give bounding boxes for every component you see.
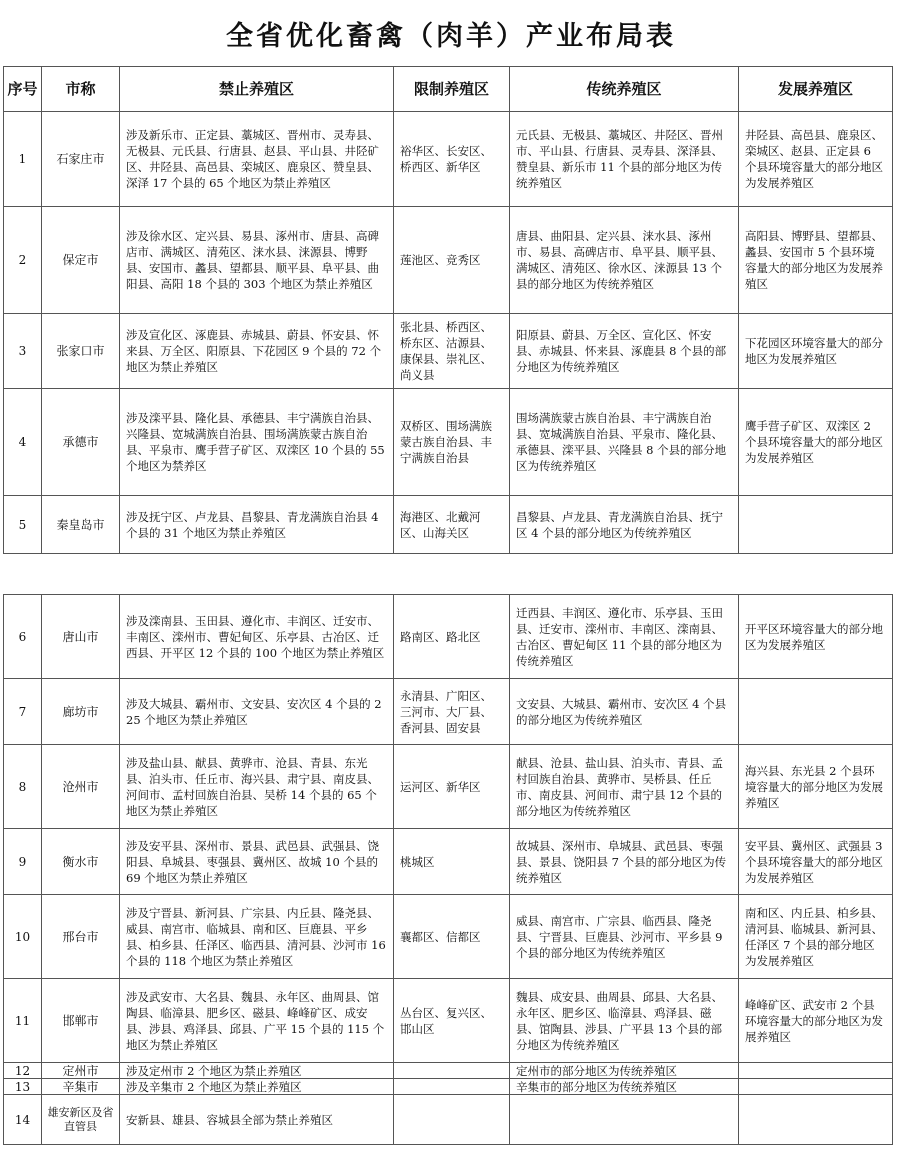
header-banned: 禁止养殖区 — [120, 67, 394, 112]
row-banned: 涉及盐山县、献县、黄骅市、沧县、青县、东光县、泊头市、任丘市、海兴县、肃宁县、南皮县、河间市、孟村回族自治县、吴桥 14 个县的 65 个地区为禁止养殖区 — [120, 745, 394, 829]
row-restricted — [394, 1063, 510, 1079]
row-no: 8 — [4, 745, 42, 829]
row-city: 秦皇岛市 — [42, 496, 120, 554]
row-city: 衡水市 — [42, 829, 120, 895]
table-row — [4, 1079, 893, 1095]
row-development: 高阳县、博野县、望都县、蠡县、安国市 5 个县环境容量大的部分地区为发展养殖区 — [739, 207, 893, 314]
row-traditional: 昌黎县、卢龙县、青龙满族自治县、抚宁区 4 个县的部分地区为传统养殖区 — [510, 496, 739, 554]
row-no: 13 — [4, 1079, 42, 1095]
table-row — [4, 979, 893, 1063]
header-development: 发展养殖区 — [739, 67, 893, 112]
row-banned: 安新县、雄县、容城县全部为禁止养殖区 — [120, 1095, 394, 1145]
table-row — [4, 895, 893, 979]
row-restricted: 张北县、桥西区、桥东区、沽源县、康保县、崇礼区、尚义县 — [394, 314, 510, 389]
row-development: 下花园区环境容量大的部分地区为发展养殖区 — [739, 314, 893, 389]
row-development — [739, 1079, 893, 1095]
table-row — [4, 112, 893, 207]
row-development — [739, 496, 893, 554]
table-row — [4, 829, 893, 895]
row-traditional: 故城县、深州市、阜城县、武邑县、枣强县、景县、饶阳县 7 个县的部分地区为传统养殖区 — [510, 829, 739, 895]
table-row — [4, 496, 893, 554]
row-city: 承德市 — [42, 389, 120, 496]
row-restricted: 路南区、路北区 — [394, 595, 510, 679]
table-row — [4, 389, 893, 496]
row-development: 鹰手营子矿区、双滦区 2 个县环境容量大的部分地区为发展养殖区 — [739, 389, 893, 496]
row-no: 4 — [4, 389, 42, 496]
row-banned: 涉及安平县、深州市、景县、武邑县、武强县、饶阳县、阜城县、枣强县、冀州区、故城 10 个县的 69 个地区为禁止养殖区 — [120, 829, 394, 895]
row-restricted — [394, 1079, 510, 1095]
row-banned: 涉及滦南县、玉田县、遵化市、丰润区、迁安市、丰南区、滦州市、曹妃甸区、乐亭县、古冶区、迁西县、开平区 12 个县的 100 个地区为禁止养殖区 — [120, 595, 394, 679]
row-city: 辛集市 — [42, 1079, 120, 1095]
header-restricted: 限制养殖区 — [394, 67, 510, 112]
row-traditional: 威县、南宫市、广宗县、临西县、隆尧县、宁晋县、巨鹿县、沙河市、平乡县 9 个县的部分地区为传统养殖区 — [510, 895, 739, 979]
row-development — [739, 1063, 893, 1079]
layout-table-part-1 — [3, 66, 893, 554]
row-no: 2 — [4, 207, 42, 314]
row-restricted: 襄都区、信都区 — [394, 895, 510, 979]
row-traditional: 阳原县、蔚县、万全区、宣化区、怀安县、赤城县、怀来县、涿鹿县 8 个县的部分地区为传统养殖区 — [510, 314, 739, 389]
row-traditional: 献县、沧县、盐山县、泊头市、青县、孟村回族自治县、黄骅市、吴桥县、任丘市、南皮县、河间市、肃宁县 12 个县的部分地区为传统养殖区 — [510, 745, 739, 829]
header-city: 市称 — [42, 67, 120, 112]
row-traditional: 唐县、曲阳县、定兴县、涞水县、涿州市、易县、高碑店市、阜平县、顺平县、满城区、清苑区、徐水区、涞源县 13 个县的部分地区为传统养殖区 — [510, 207, 739, 314]
row-no: 3 — [4, 314, 42, 389]
row-no: 9 — [4, 829, 42, 895]
row-development — [739, 1095, 893, 1145]
row-banned: 涉及辛集市 2 个地区为禁止养殖区 — [120, 1079, 394, 1095]
row-restricted: 丛台区、复兴区、邯山区 — [394, 979, 510, 1063]
table-row — [4, 745, 893, 829]
row-restricted — [394, 1095, 510, 1145]
row-banned: 涉及徐水区、定兴县、易县、涿州市、唐县、高碑店市、满城区、清苑区、涞水县、涞源县、博野县、安国市、蠡县、望都县、顺平县、阜平县、曲阳县、高阳 18 个县的 303 个地区为禁止养殖区 — [120, 207, 394, 314]
row-development: 安平县、冀州区、武强县 3 个县环境容量大的部分地区为发展养殖区 — [739, 829, 893, 895]
row-restricted: 莲池区、竞秀区 — [394, 207, 510, 314]
row-restricted: 桃城区 — [394, 829, 510, 895]
row-no: 12 — [4, 1063, 42, 1079]
row-no: 6 — [4, 595, 42, 679]
header-traditional: 传统养殖区 — [510, 67, 739, 112]
row-no: 1 — [4, 112, 42, 207]
row-development — [739, 679, 893, 745]
row-banned: 涉及定州市 2 个地区为禁止养殖区 — [120, 1063, 394, 1079]
row-no: 7 — [4, 679, 42, 745]
table-row — [4, 1095, 893, 1145]
row-traditional: 魏县、成安县、曲周县、邱县、大名县、永年区、肥乡区、临漳县、鸡泽县、磁县、馆陶县、涉县、广平县 13 个县的部分地区为传统养殖区 — [510, 979, 739, 1063]
row-banned: 涉及滦平县、隆化县、承德县、丰宁满族自治县、兴隆县、宽城满族自治县、围场满族蒙古族自治县、平泉市、鹰手营子矿区、双滦区 10 个县的 55 个地区为禁养区 — [120, 389, 394, 496]
row-no: 10 — [4, 895, 42, 979]
table-row — [4, 207, 893, 314]
row-development: 南和区、内丘县、柏乡县、清河县、临城县、新河县、任泽区 7 个县的部分地区为发展养殖区 — [739, 895, 893, 979]
layout-table-part-2 — [3, 594, 893, 1145]
table-row — [4, 679, 893, 745]
row-traditional: 文安县、大城县、霸州市、安次区 4 个县的部分地区为传统养殖区 — [510, 679, 739, 745]
page-title: 全省优化畜禽（肉羊）产业布局表 — [226, 21, 676, 52]
row-banned: 涉及宁晋县、新河县、广宗县、内丘县、隆尧县、威县、南宫市、临城县、南和区、巨鹿县、平乡县、柏乡县、任泽区、临西县、清河县、沙河市 16 个县的 118 个地区为禁止养殖区 — [120, 895, 394, 979]
row-restricted: 运河区、新华区 — [394, 745, 510, 829]
row-city: 沧州市 — [42, 745, 120, 829]
table-row — [4, 314, 893, 389]
row-no: 14 — [4, 1095, 42, 1145]
row-traditional: 围场满族蒙古族自治县、丰宁满族自治县、宽城满族自治县、平泉市、隆化县、承德县、滦平县、兴隆县 8 个县的部分地区为传统养殖区 — [510, 389, 739, 496]
row-traditional: 元氏县、无极县、藁城区、井陉区、晋州市、平山县、行唐县、灵寿县、深泽县、赞皇县、新乐市 11 个县的部分地区为传统养殖区 — [510, 112, 739, 207]
row-city: 石家庄市 — [42, 112, 120, 207]
row-banned: 涉及新乐市、正定县、藁城区、晋州市、灵寿县、无极县、元氏县、行唐县、赵县、平山县、井陉矿区、井陉县、高邑县、栾城区、鹿泉区、赞皇县、深泽 17 个县的 65 个地区为禁止养殖区 — [120, 112, 394, 207]
table-row — [4, 595, 893, 679]
row-banned: 涉及抚宁区、卢龙县、昌黎县、青龙满族自治县 4 个县的 31 个地区为禁止养殖区 — [120, 496, 394, 554]
row-no: 5 — [4, 496, 42, 554]
row-city: 张家口市 — [42, 314, 120, 389]
row-development: 开平区环境容量大的部分地区为发展养殖区 — [739, 595, 893, 679]
row-restricted: 海港区、北戴河区、山海关区 — [394, 496, 510, 554]
table-row — [4, 1063, 893, 1079]
row-banned: 涉及武安市、大名县、魏县、永年区、曲周县、馆陶县、临漳县、肥乡区、磁县、峰峰矿区、成安县、涉县、鸡泽县、邱县、广平 15 个县的 115 个地区为禁止养殖区 — [120, 979, 394, 1063]
row-city: 邢台市 — [42, 895, 120, 979]
row-city: 雄安新区及省直管县 — [42, 1095, 120, 1145]
row-traditional: 迁西县、丰润区、遵化市、乐亭县、玉田县、迁安市、滦州市、丰南区、滦南县、古冶区、曹妃甸区 11 个县的部分地区为传统养殖区 — [510, 595, 739, 679]
row-development: 井陉县、高邑县、鹿泉区、栾城区、赵县、正定县 6 个县环境容量大的部分地区为发展养殖区 — [739, 112, 893, 207]
row-city: 保定市 — [42, 207, 120, 314]
row-city: 廊坊市 — [42, 679, 120, 745]
row-city: 唐山市 — [42, 595, 120, 679]
row-city: 定州市 — [42, 1063, 120, 1079]
row-traditional — [510, 1095, 739, 1145]
row-restricted: 永清县、广阳区、三河市、大厂县、香河县、固安县 — [394, 679, 510, 745]
row-city: 邯郸市 — [42, 979, 120, 1063]
header-no: 序号 — [4, 67, 42, 112]
row-banned: 涉及大城县、霸州市、文安县、安次区 4 个县的 225 个地区为禁止养殖区 — [120, 679, 394, 745]
row-development: 海兴县、东光县 2 个县环境容量大的部分地区为发展养殖区 — [739, 745, 893, 829]
row-restricted: 双桥区、围场满族蒙古族自治县、丰宁满族自治县 — [394, 389, 510, 496]
table-header-row — [4, 67, 893, 112]
row-no: 11 — [4, 979, 42, 1063]
row-development: 峰峰矿区、武安市 2 个县环境容量大的部分地区为发展养殖区 — [739, 979, 893, 1063]
row-banned: 涉及宣化区、涿鹿县、赤城县、蔚县、怀安县、怀来县、万全区、阳原县、下花园区 9 个县的 72 个地区为禁止养殖区 — [120, 314, 394, 389]
row-traditional: 辛集市的部分地区为传统养殖区 — [510, 1079, 739, 1095]
row-traditional: 定州市的部分地区为传统养殖区 — [510, 1063, 739, 1079]
row-restricted: 裕华区、长安区、桥西区、新华区 — [394, 112, 510, 207]
